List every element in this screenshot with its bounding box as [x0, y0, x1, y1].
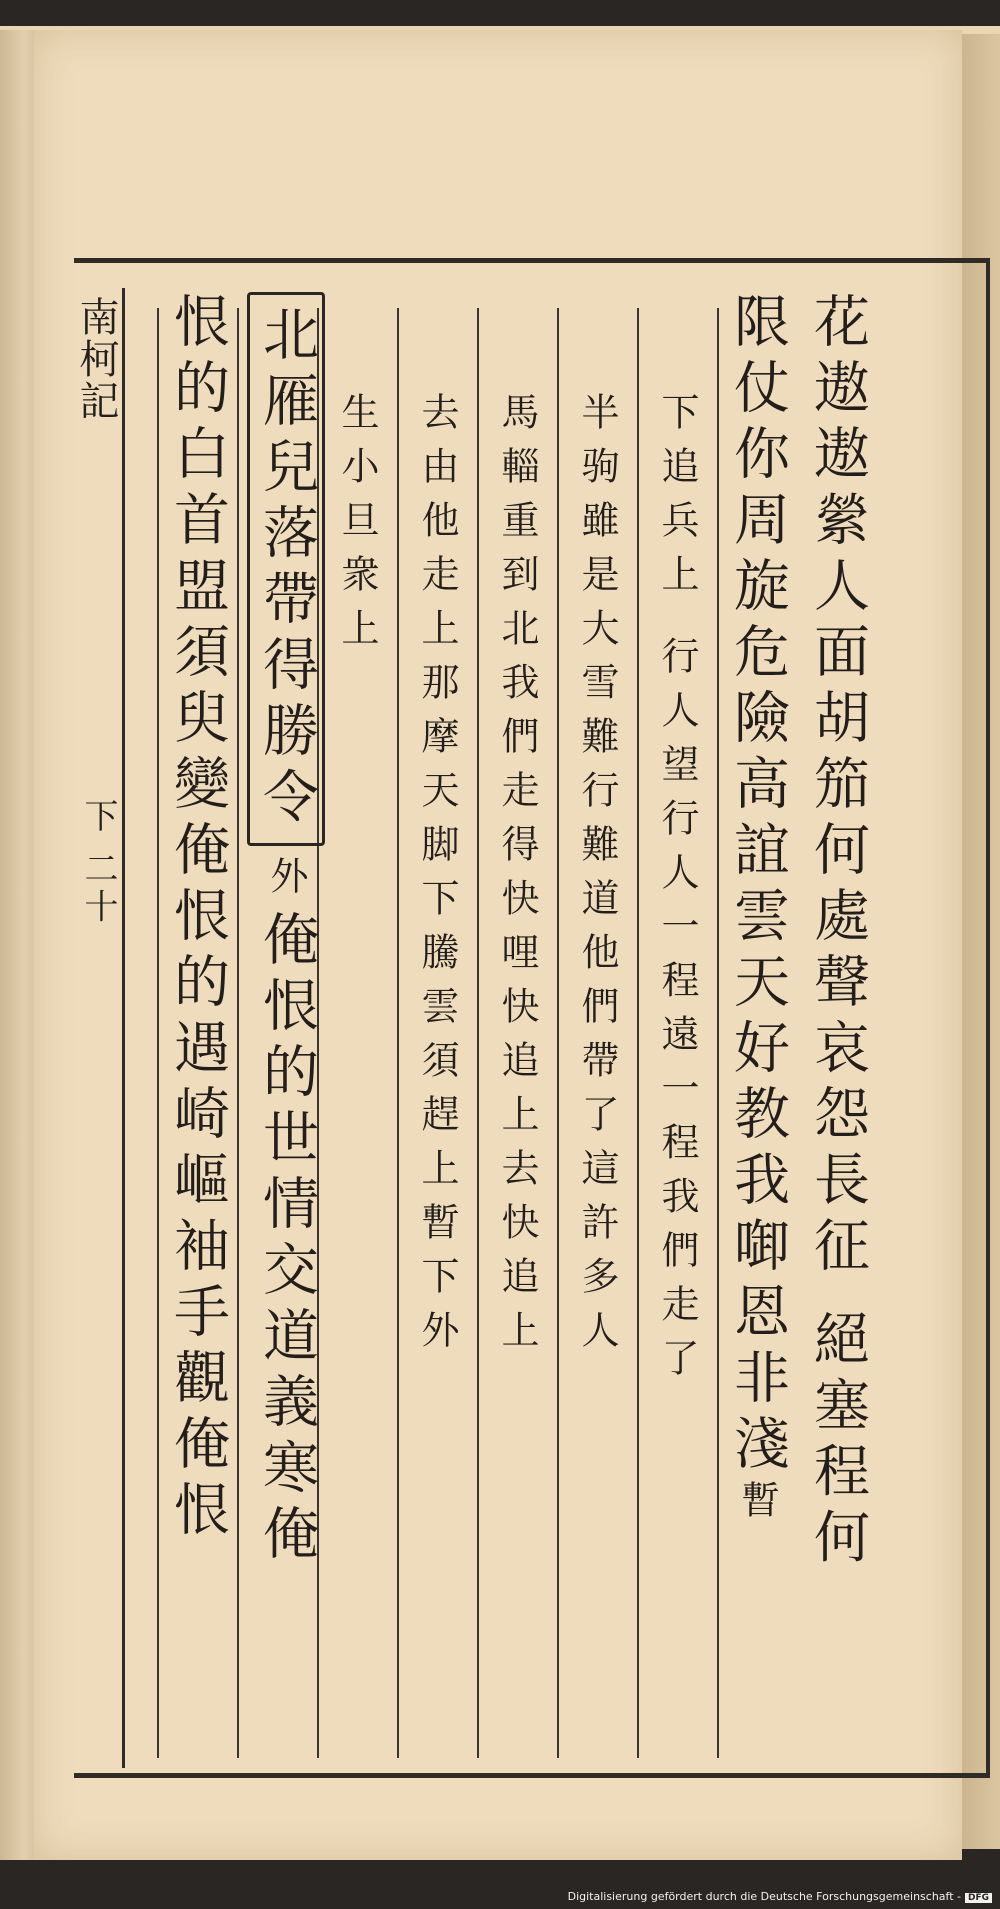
- column-rule: [477, 308, 479, 1758]
- stage-direction: 暫: [735, 1480, 779, 1534]
- column-text: 生小旦衆上: [335, 392, 379, 662]
- text-column-4: [567, 292, 627, 1862]
- column-text: 去由他走上那摩天脚下騰雲須趕上: [415, 392, 459, 1202]
- text-column-6: [407, 292, 467, 1862]
- text-column-3: [647, 292, 707, 1862]
- text-column-7: [327, 292, 387, 1862]
- text-column-8: [247, 292, 325, 1762]
- column-text: 俺恨的世情交道義寒俺: [254, 910, 319, 1570]
- text-column-9: [165, 292, 230, 1762]
- text-column-1: [805, 292, 870, 1762]
- column-rule: [397, 308, 399, 1758]
- role-marker: 外: [264, 856, 308, 910]
- column-text: 限仗你周旋危險高誼雲天好教我啣恩非淺: [725, 292, 790, 1480]
- stage-direction: 暫下外: [415, 1202, 459, 1364]
- column-text: 恨的白首盟須臾變俺恨的遇崎嶇袖手觀俺恨: [165, 292, 230, 1546]
- page: [34, 30, 962, 1860]
- column-rule: [237, 308, 239, 1758]
- column-rule: [717, 308, 719, 1758]
- column-rule: [157, 308, 159, 1758]
- column-rule: [637, 308, 639, 1758]
- dfg-logo: DFG: [965, 1893, 992, 1903]
- folio-number: 下 二十: [78, 798, 118, 927]
- text-column-2: [725, 292, 790, 1762]
- column-rule: [557, 308, 559, 1758]
- tune-title-box: 北雁兒落帶得勝令: [247, 292, 325, 846]
- digitization-credit: [568, 1890, 992, 1903]
- column-text: 下追兵上 行人望行人一程遠一程我們走了: [655, 392, 699, 1393]
- center-fold-margin: [70, 288, 125, 1768]
- book-title: 南柯記: [73, 296, 119, 422]
- credit-text: Digitalisierung gefördert durch die Deutsche Forschungsgemeinschaft -: [567, 1890, 961, 1903]
- text-column-5: [487, 292, 547, 1862]
- column-text: 花遨遨縈人面胡笳何處聲哀怨長征 絕塞程何: [805, 292, 870, 1574]
- column-text: 半驹雖是大雪難行難道他們帶了這許多人: [575, 392, 619, 1364]
- column-text: 馬輜重到北我們走得快哩快追上去快追上: [495, 392, 539, 1364]
